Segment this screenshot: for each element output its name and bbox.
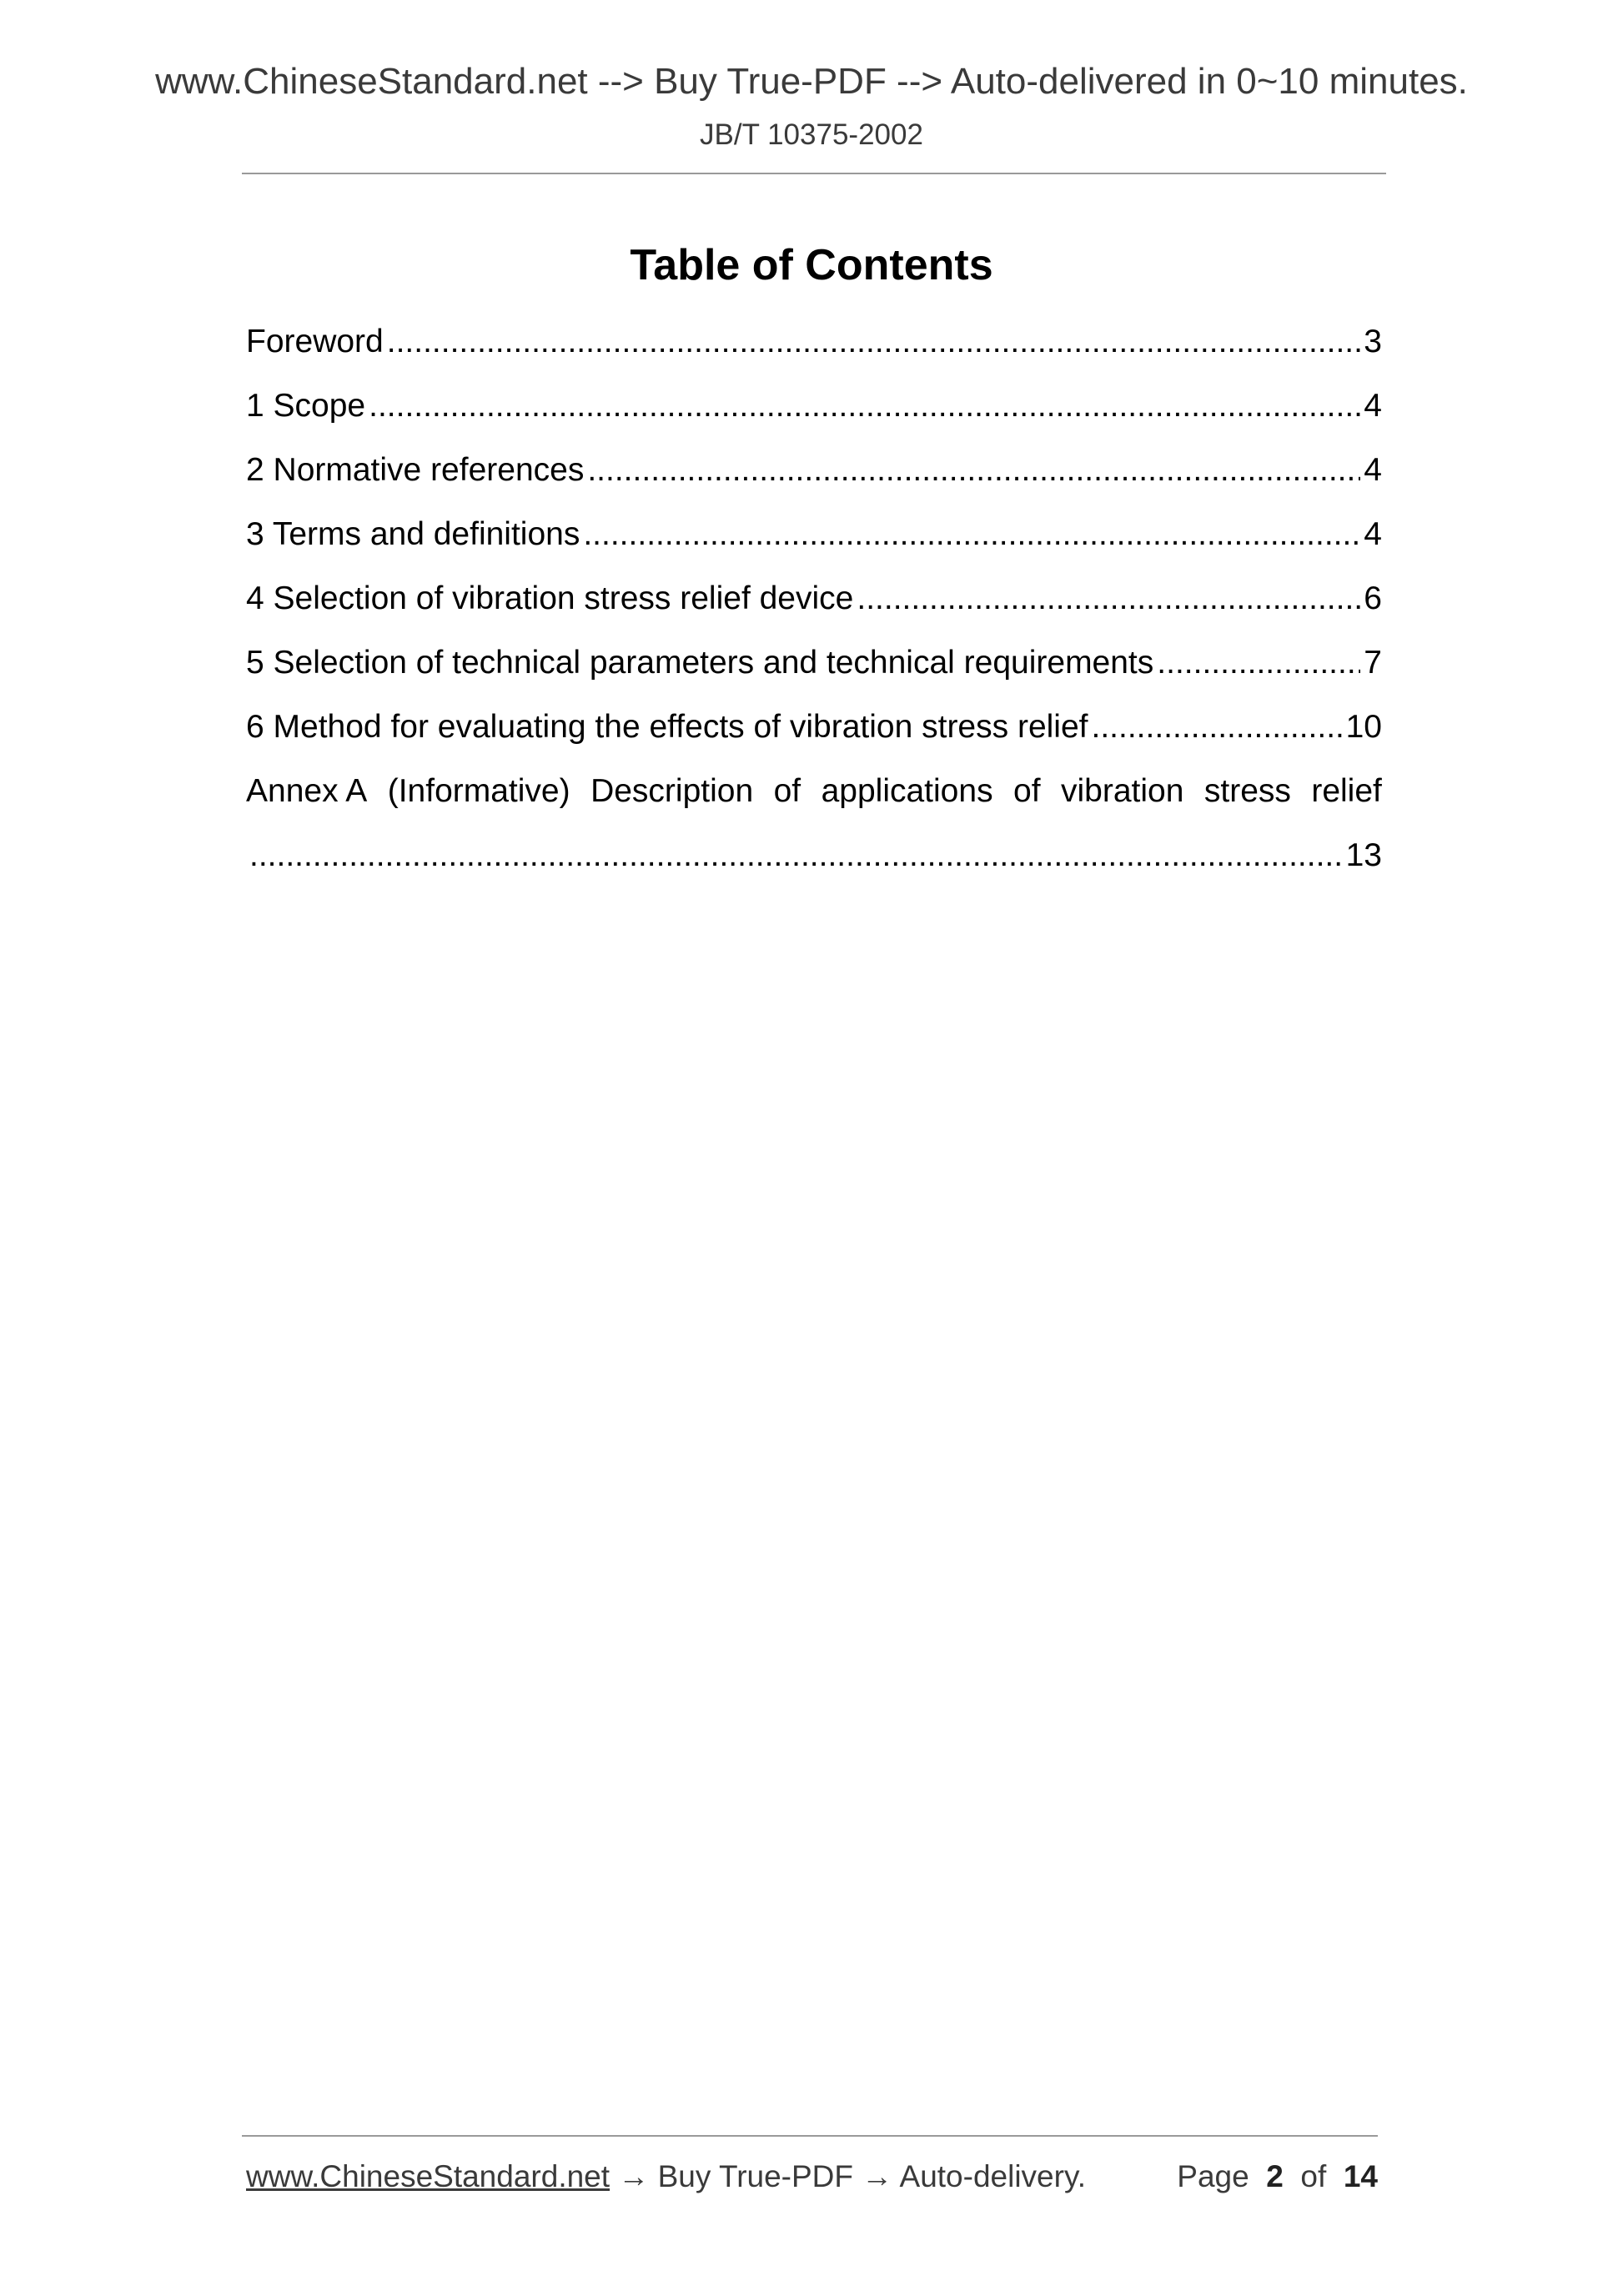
- dot-leader: [249, 836, 1343, 876]
- footer-tagline: → Buy True-PDF → Auto-delivery.: [610, 2159, 1086, 2193]
- page-prefix: Page: [1177, 2159, 1249, 2193]
- annex-word: (Informative): [387, 773, 570, 809]
- toc-entry-evaluation-method[interactable]: [246, 707, 1382, 771]
- dot-leader: [387, 322, 1361, 362]
- toc-entry-page: 3: [1364, 324, 1382, 359]
- toc-entry-page: 4: [1364, 388, 1382, 424]
- toc-entry-label: 3 Terms and definitions: [246, 516, 580, 552]
- annex-word: Annex A: [246, 773, 368, 809]
- toc-entry-label: 1 Scope: [246, 388, 366, 424]
- dot-leader: [583, 515, 1360, 555]
- toc-entry-annex-a-continuation[interactable]: [246, 836, 1382, 900]
- toc-entry-page: 10: [1345, 709, 1382, 745]
- footer-site-link[interactable]: www.ChineseStandard.net: [246, 2159, 611, 2193]
- toc-entry-label: 6 Method for evaluating the effects of vibration stress relief: [246, 709, 1088, 745]
- annex-word: Description: [590, 773, 754, 809]
- toc-entry-label: 2 Normative references: [246, 452, 585, 488]
- toc-entry-annex-a[interactable]: [246, 771, 1382, 836]
- toc-entry-foreword[interactable]: [246, 322, 1382, 386]
- toc-entry-device-selection[interactable]: [246, 579, 1382, 643]
- dot-leader: [369, 386, 1360, 426]
- toc-title: Table of Contents: [630, 241, 993, 289]
- dot-leader: [857, 579, 1360, 619]
- toc-entry-label: Foreword: [246, 324, 384, 359]
- footer-divider: [242, 2135, 1378, 2137]
- toc-entry-page: 7: [1364, 645, 1382, 681]
- annex-word: applications: [821, 773, 993, 809]
- annex-word: relief: [1311, 773, 1382, 809]
- toc-entry-normative-references[interactable]: [246, 450, 1382, 515]
- toc-entry-label: 5 Selection of technical parameters and technical requirements: [246, 645, 1154, 681]
- toc-entry-scope[interactable]: [246, 386, 1382, 450]
- current-page-number: 2: [1266, 2159, 1284, 2193]
- toc-entry-page: 6: [1364, 580, 1382, 616]
- annex-word: of: [1013, 773, 1041, 809]
- page-indicator: [1177, 2158, 1378, 2195]
- annex-word: of: [773, 773, 801, 809]
- page-of: of: [1300, 2159, 1327, 2193]
- toc-entry-label: 4 Selection of vibration stress relief device: [246, 580, 854, 616]
- toc-entry-page: 4: [1364, 516, 1382, 552]
- header-banner: www.ChineseStandard.net --> Buy True-PDF --> Auto-delivered in 0~10 minutes.: [155, 61, 1468, 102]
- annex-word: stress: [1203, 773, 1291, 809]
- toc-entry-page: 4: [1364, 452, 1382, 488]
- footer-left: [246, 2158, 1086, 2195]
- total-pages: 14: [1343, 2159, 1378, 2193]
- annex-word: vibration: [1061, 773, 1184, 809]
- dot-leader: [1092, 707, 1343, 747]
- toc-entry-technical-parameters[interactable]: [246, 643, 1382, 707]
- dot-leader: [587, 450, 1360, 490]
- dot-leader: [1157, 643, 1360, 683]
- document-code: JB/T 10375-2002: [700, 118, 923, 151]
- toc-entry-page: 13: [1345, 837, 1382, 873]
- header-divider: [242, 173, 1386, 174]
- table-of-contents: [246, 322, 1382, 900]
- toc-entry-terms-definitions[interactable]: [246, 515, 1382, 579]
